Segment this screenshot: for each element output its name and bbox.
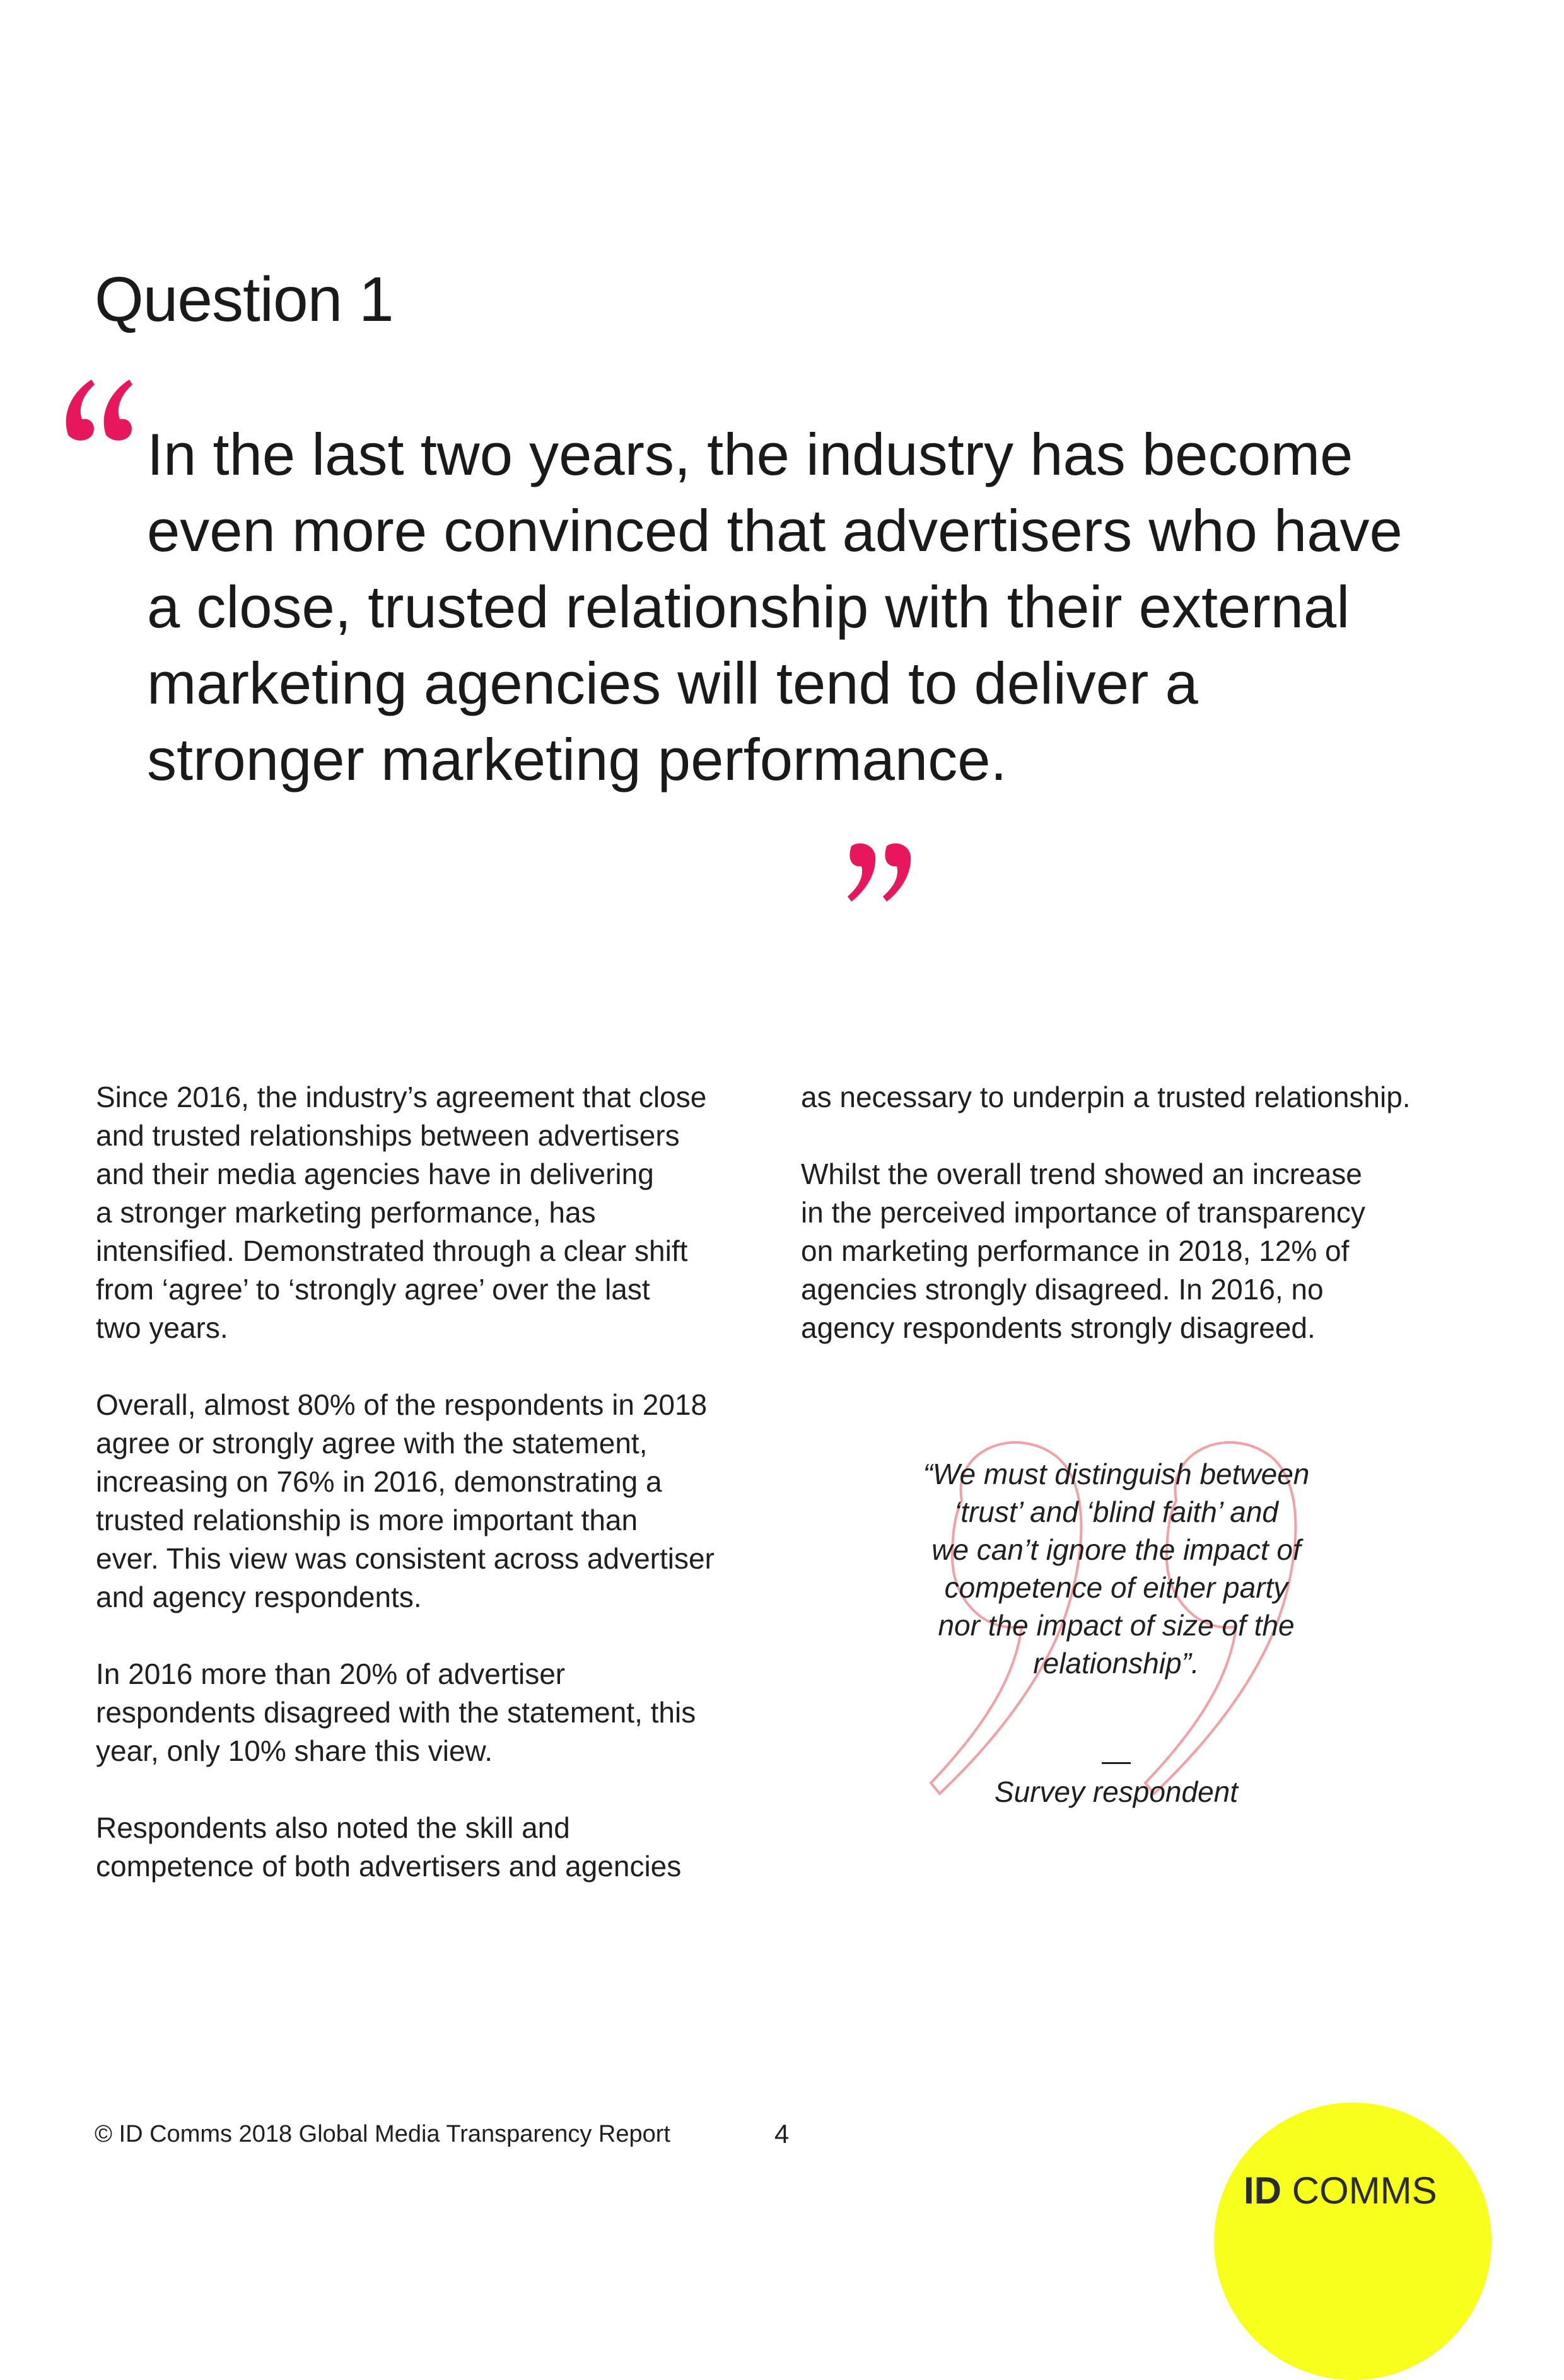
attribution-dash [1102,1762,1131,1764]
page-title: Question 1 [95,264,394,335]
body-column-left [96,1078,777,1924]
body-paragraph: In 2016 more than 20% of advertiser respondents disagreed with the statement, this year, only 10% share this view. [96,1657,696,1767]
body-column-right [801,1078,1482,1386]
pull-quote-text: “We must distinguish between ‘trust’ and ‘blind faith’ and we can’t ignore the impact of competence of either party nor the impact of size of the relationship”. [923,1458,1310,1680]
logo-regular-part: COMMS [1281,2169,1437,2212]
logo [1244,2169,1437,2213]
logo-circle [1214,2103,1491,2380]
headline-quote: In the last two years, the industry has become even more convinced that advertisers who have a close, trusted relationship with their external marketing agencies will tend to deliver a stronger marketing performance. [147,421,1403,792]
close-quote-icon [845,839,921,908]
open-quote-icon [57,372,139,448]
page-number: 4 [774,2119,790,2149]
body-paragraph: as necessary to underpin a trusted relationship. [801,1081,1411,1113]
body-paragraph: Respondents also noted the skill and competence of both advertisers and agencies [96,1811,682,1883]
logo-bold-part: ID [1244,2169,1281,2212]
footer-copyright: © ID Comms 2018 Global Media Transparency Report [95,2121,670,2147]
body-paragraph: Whilst the overall trend showed an increase in the perceived importance of transparency on marketing performance in 2018, 12% of agencies strongly disagreed. In 2016, no agency respondents strongly disagreed. [801,1158,1365,1344]
body-paragraph: Overall, almost 80% of the respondents in 2018 agree or strongly agree with the statement, increasing on 76% in 2016, demonstrating a trusted relationship is more important than ever. This view was consistent across advertiser and agency respondents. [96,1388,715,1613]
pull-quote-attribution: Survey respondent [994,1775,1239,1808]
body-paragraph: Since 2016, the industry’s agreement that close and trusted relationships between advertisers and their media agencies have in delivering a stronger marketing performance, has intensified. Demonstrated through a clear shift from ‘agree’ to ‘strongly agree’ over the last two years. [96,1081,707,1344]
